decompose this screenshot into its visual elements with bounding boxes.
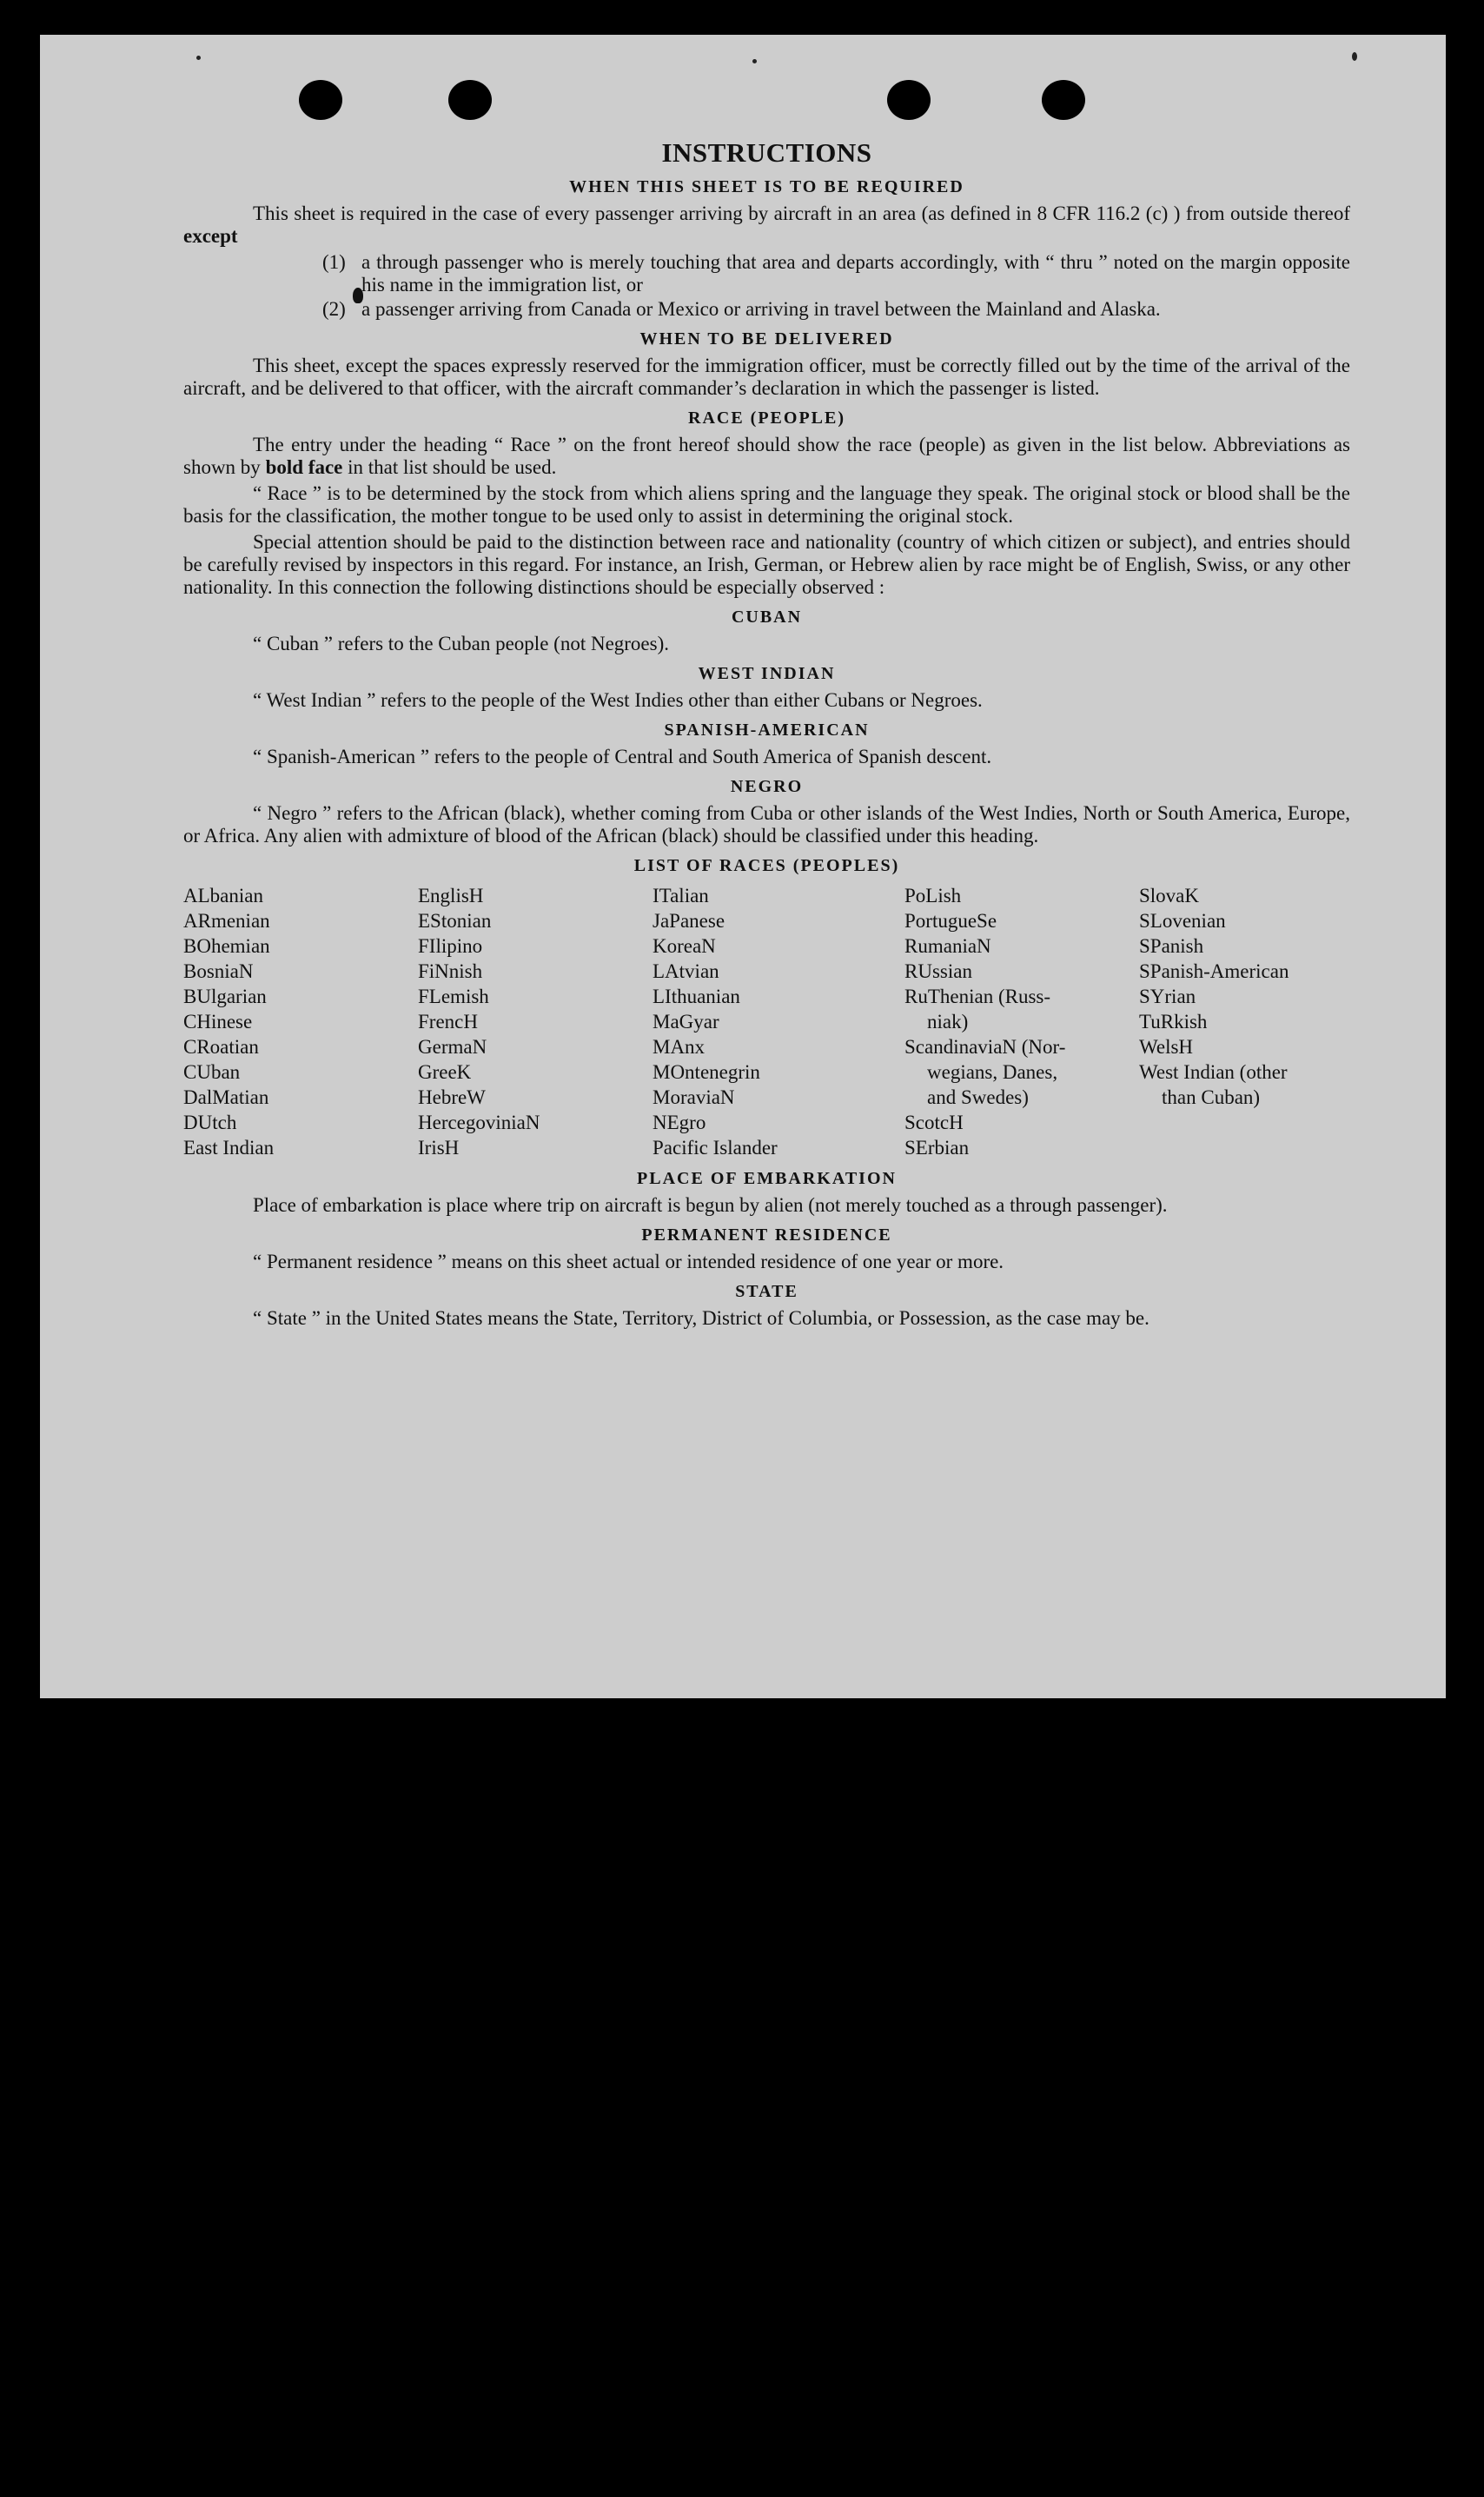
- bold-face-text: bold face: [265, 456, 343, 478]
- race-entry: ARmenian: [183, 910, 270, 932]
- race-entry: GreeK: [418, 1061, 472, 1083]
- section-heading-state: STATE: [735, 1282, 798, 1301]
- race-entry: FLemish: [418, 986, 489, 1007]
- race-text: The entry under the heading “ Race ” on the front hereof should show the race (people) as given in the list below. Abbreviations as shown by: [183, 434, 1350, 478]
- race-entry: PortugueSe: [904, 910, 997, 932]
- item-text: a through passenger who is merely touching that area and departs accordingly, with “ thru ” noted on the margin opposite his name in the immigration list, or: [361, 251, 1350, 296]
- embarkation-paragraph: Place of embarkation is place where trip on aircraft is begun by alien (not merely touched as a through passenger).: [253, 1194, 1168, 1216]
- race-entry: BUlgarian: [183, 986, 267, 1007]
- race-entry: RUssian: [904, 960, 972, 982]
- race-entry: HebreW: [418, 1086, 486, 1108]
- race-entry: GermaN: [418, 1036, 487, 1058]
- state-paragraph: “ State ” in the United States means the State, Territory, District of Columbia, or Possession, as the case may be.: [253, 1307, 1149, 1329]
- race-entry: IrisH: [418, 1137, 460, 1159]
- race-entry: ScandinaviaN (Nor-: [904, 1036, 1066, 1058]
- race-entry: East Indian: [183, 1137, 275, 1159]
- race-entry: and Swedes): [927, 1086, 1029, 1108]
- negro-paragraph: “ Negro ” refers to the African (black), whether coming from Cuba or other islands of the West Indies, North or South America, Europe, or Africa. Any alien with admixture of blood of the African (black) should be classified under this heading.: [183, 802, 1350, 847]
- races-column-1: [183, 883, 418, 1160]
- race-entry: West Indian (other: [1139, 1061, 1288, 1083]
- race-entry: FIlipino: [418, 935, 483, 957]
- race-entry: LIthuanian: [653, 986, 740, 1007]
- race-entry: niak): [927, 1011, 969, 1033]
- race-entry: SPanish: [1139, 935, 1204, 957]
- race-entry: KoreaN: [653, 935, 716, 957]
- race-paragraph-2: “ Race ” is to be determined by the stock from which aliens spring and the language they speak. The original stock or blood shall be the basis for the classification, the mother tongue to be used only to assist in determining the original stock.: [183, 482, 1350, 527]
- race-entry: FiNnish: [418, 960, 483, 982]
- west-indian-paragraph: “ West Indian ” refers to the people of the West Indies other than either Cubans or Negroes.: [253, 689, 983, 711]
- race-text: in that list should be used.: [342, 456, 557, 478]
- races-column-5: [1139, 883, 1356, 1160]
- race-entry: SLovenian: [1139, 910, 1226, 932]
- race-entry: ALbanian: [183, 885, 263, 906]
- section-heading-spanish-american: SPANISH-AMERICAN: [664, 721, 870, 740]
- cuban-paragraph: “ Cuban ” refers to the Cuban people (not Negroes).: [253, 633, 670, 654]
- race-entry: CUban: [183, 1061, 241, 1083]
- races-list: [183, 883, 1350, 1160]
- required-text: This sheet is required in the case of every passenger arriving by aircraft in an area (as defined in 8 CFR 116.2 (c) ) from outside thereof: [253, 203, 1350, 224]
- race-entry: FrencH: [418, 1011, 478, 1033]
- except-bold: except: [183, 225, 238, 247]
- section-heading-west-indian: WEST INDIAN: [698, 664, 836, 683]
- race-entry: MOntenegrin: [653, 1061, 760, 1083]
- race-entry: LAtvian: [653, 960, 719, 982]
- race-entry: EnglisH: [418, 885, 484, 906]
- race-entry: Pacific Islander: [653, 1137, 778, 1159]
- race-entry: DalMatian: [183, 1086, 269, 1108]
- races-column-2: [418, 883, 653, 1160]
- race-entry: than Cuban): [1162, 1086, 1261, 1108]
- race-entry: WelsH: [1139, 1036, 1194, 1058]
- race-entry: CHinese: [183, 1011, 253, 1033]
- item-number: (1): [322, 251, 346, 273]
- page-title: INSTRUCTIONS: [661, 137, 872, 168]
- race-entry: BOhemian: [183, 935, 270, 957]
- race-paragraph-3: Special attention should be paid to the distinction between race and nationality (country of which citizen or subject), and entries should be carefully revised by inspectors in this regard. For instance, an Irish, German, or Hebrew alien by race might be of English, Swiss, or any other nationality. In this connection the following distinctions should be especially observed :: [183, 531, 1350, 598]
- exception-item-2: [183, 298, 1350, 321]
- race-entry: DUtch: [183, 1112, 237, 1133]
- race-entry: ScotcH: [904, 1112, 964, 1133]
- spanish-american-paragraph: “ Spanish-American ” refers to the people of Central and South America of Spanish descent.: [253, 746, 992, 767]
- item-number: (2): [322, 298, 346, 320]
- punch-hole: [299, 80, 342, 120]
- race-entry: EStonian: [418, 910, 492, 932]
- instructions-body: [183, 137, 1350, 1333]
- race-entry: wegians, Danes,: [927, 1061, 1058, 1083]
- race-entry: MaGyar: [653, 1011, 719, 1033]
- race-entry: RumaniaN: [904, 935, 991, 957]
- race-entry: MAnx: [653, 1036, 706, 1058]
- race-entry: BosniaN: [183, 960, 254, 982]
- race-entry: CRoatian: [183, 1036, 259, 1058]
- race-entry: PoLish: [904, 885, 962, 906]
- section-heading-embarkation: PLACE OF EMBARKATION: [637, 1169, 897, 1188]
- race-entry: MoraviaN: [653, 1086, 735, 1108]
- speck: [196, 56, 201, 60]
- residence-paragraph: “ Permanent residence ” means on this sheet actual or intended residence of one year or more.: [253, 1251, 1004, 1272]
- section-heading-delivered: WHEN TO BE DELIVERED: [639, 329, 894, 349]
- race-entry: SPanish-American: [1139, 960, 1289, 982]
- race-entry: HercegoviniaN: [418, 1112, 540, 1133]
- speck: [752, 59, 757, 63]
- race-entry: SlovaK: [1139, 885, 1199, 906]
- delivered-paragraph: This sheet, except the spaces expressly reserved for the immigration officer, must be correctly filled out by the time of the arrival of the aircraft, and be delivered to that officer, with the aircraft commander’s declaration in which the passenger is listed.: [183, 355, 1350, 399]
- required-paragraph: [183, 203, 1350, 248]
- section-heading-cuban: CUBAN: [731, 608, 803, 627]
- race-entry: TuRkish: [1139, 1011, 1208, 1033]
- races-column-4: [904, 883, 1139, 1160]
- race-entry: RuThenian (Russ-: [904, 986, 1051, 1007]
- race-entry: ITalian: [653, 885, 709, 906]
- race-entry: SErbian: [904, 1137, 970, 1159]
- section-heading-race: RACE (PEOPLE): [688, 408, 845, 428]
- race-entry: SYrian: [1139, 986, 1196, 1007]
- document-sheet: [40, 35, 1446, 1698]
- punch-hole: [887, 80, 931, 120]
- race-entry: JaPanese: [653, 910, 725, 932]
- section-heading-required: WHEN THIS SHEET IS TO BE REQUIRED: [569, 177, 964, 196]
- races-column-3: [653, 883, 904, 1160]
- race-entry: NEgro: [653, 1112, 706, 1133]
- punch-hole: [1042, 80, 1085, 120]
- section-heading-races-list: LIST OF RACES (PEOPLES): [633, 856, 900, 875]
- item-text: a passenger arriving from Canada or Mexico or arriving in travel between the Mainland and Alaska.: [361, 298, 1161, 320]
- race-paragraph-1: [183, 434, 1350, 479]
- exception-item-1: [183, 251, 1350, 296]
- speck: [1352, 52, 1357, 61]
- punch-hole: [448, 80, 492, 120]
- section-heading-negro: NEGRO: [730, 777, 804, 796]
- section-heading-residence: PERMANENT RESIDENCE: [641, 1225, 892, 1245]
